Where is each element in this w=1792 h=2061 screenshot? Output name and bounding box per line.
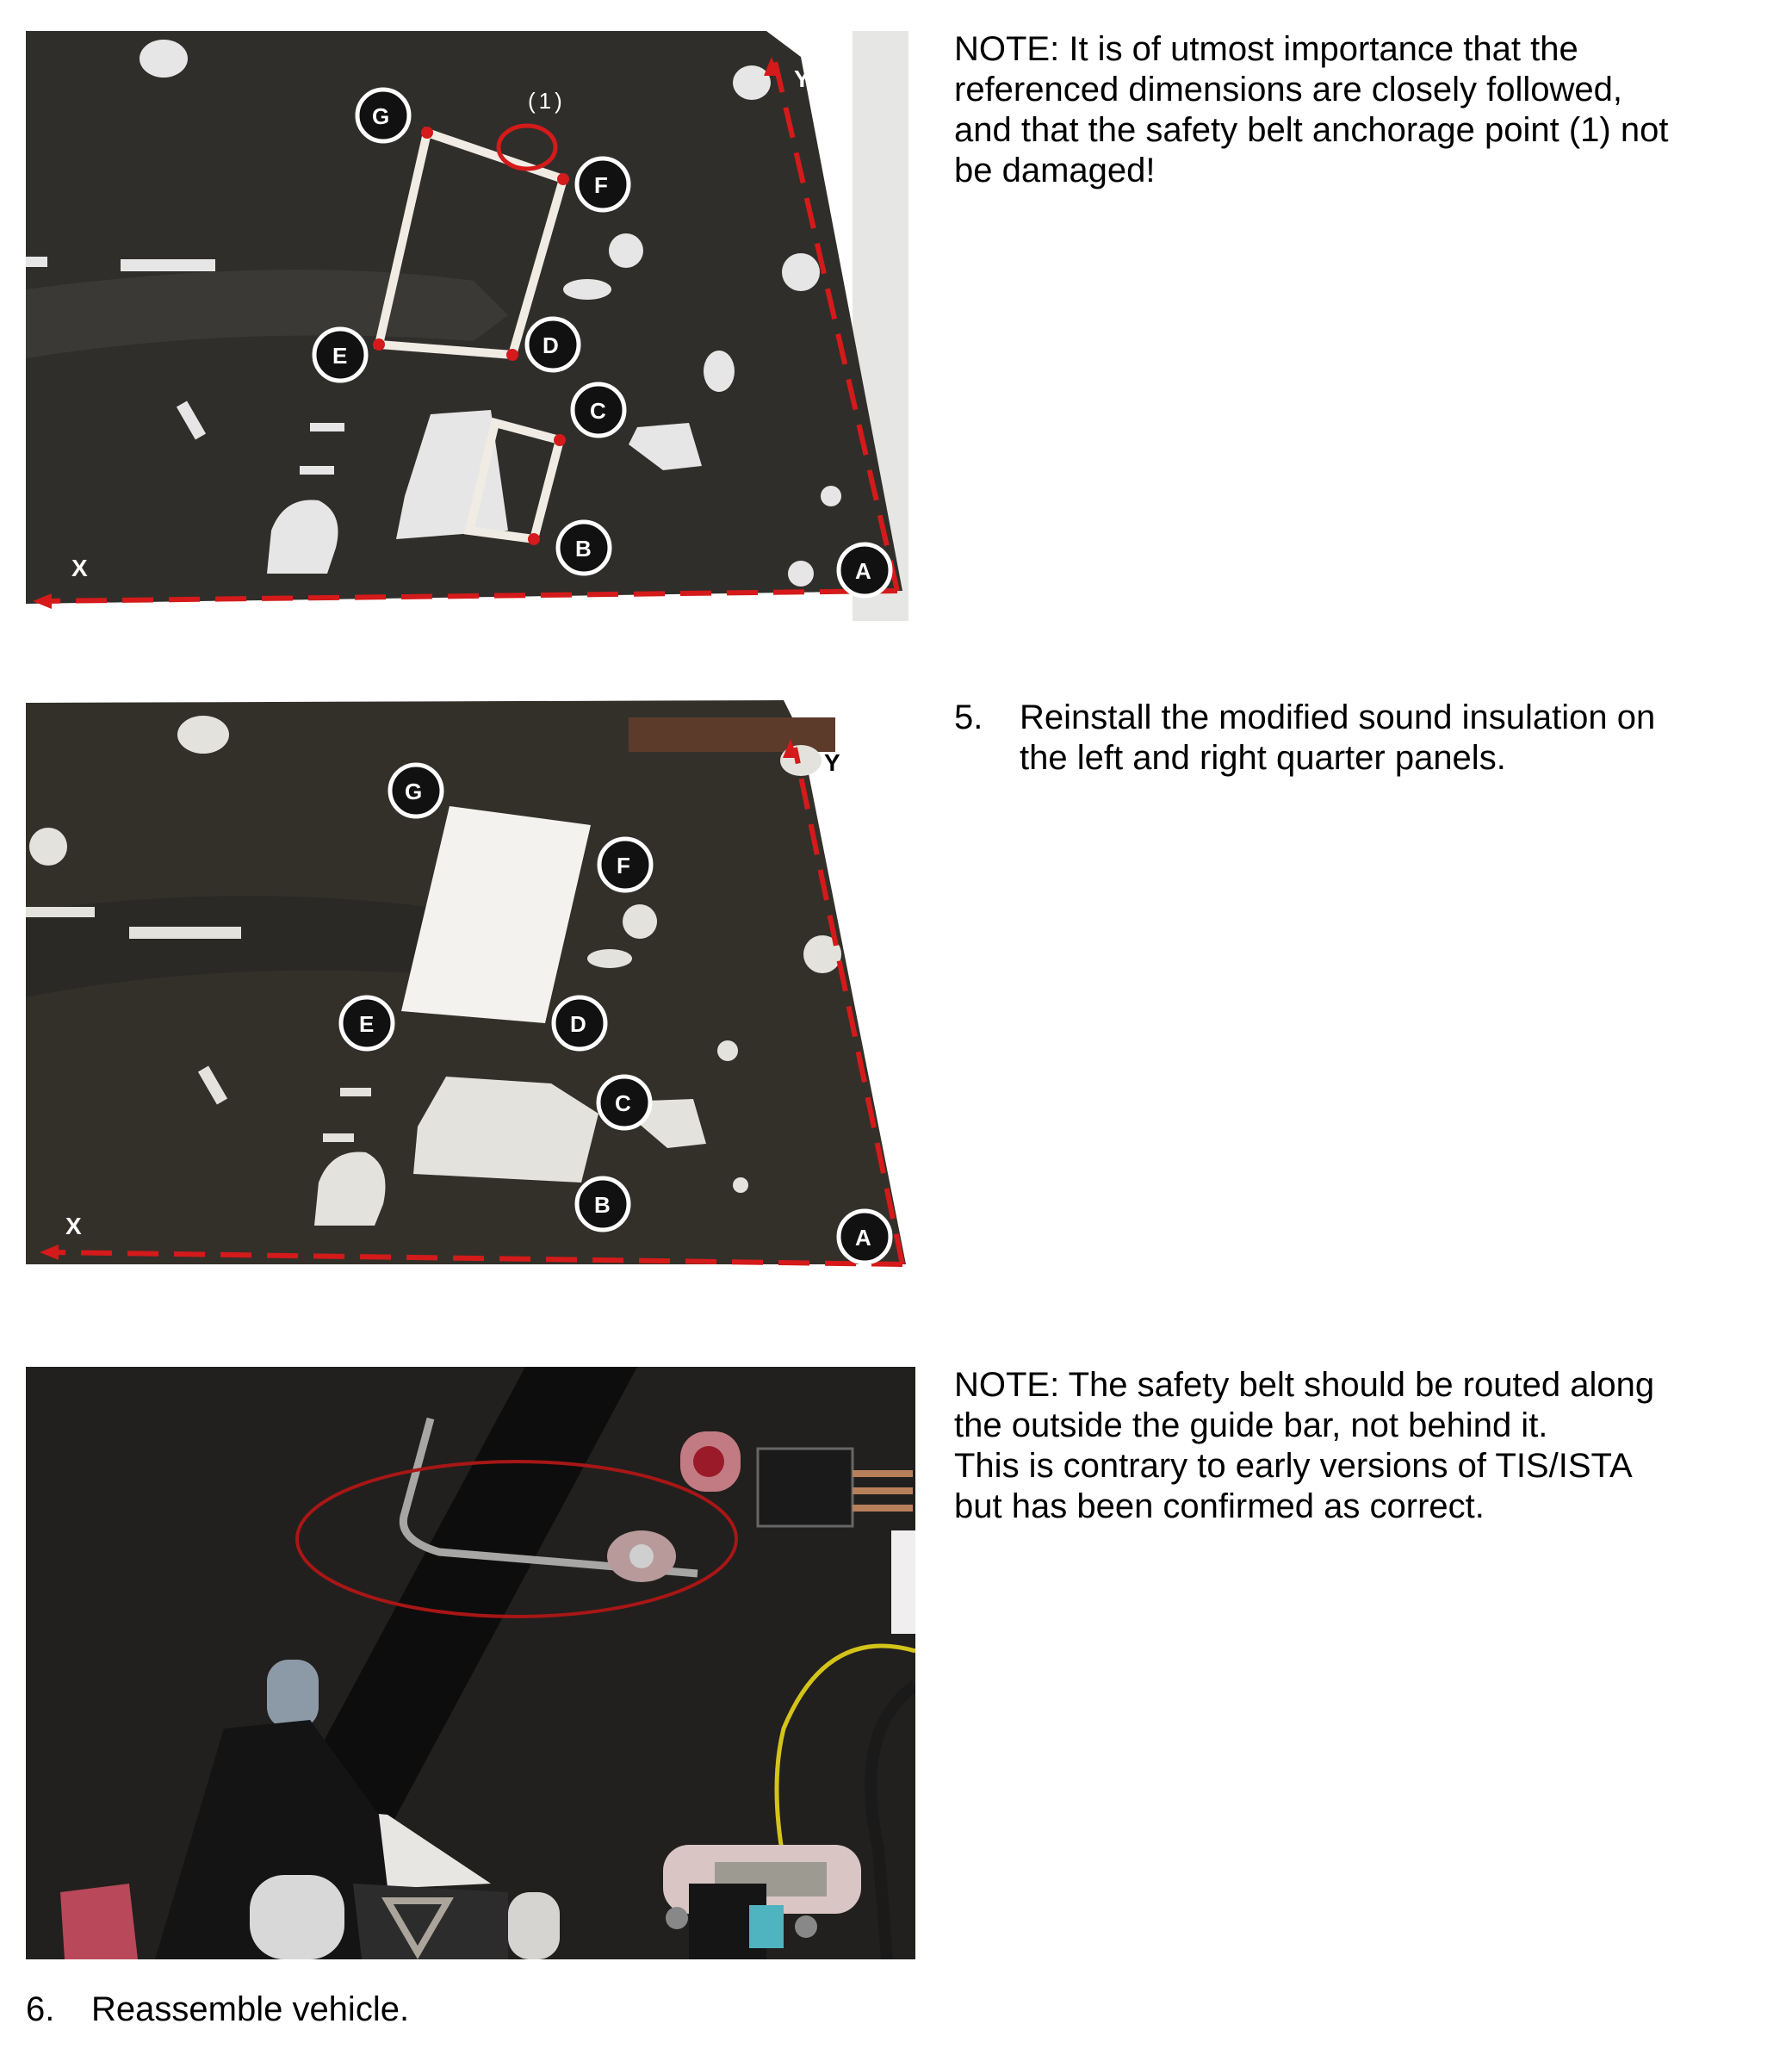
callout-b: B	[575, 536, 592, 562]
callout-g: G	[372, 103, 390, 129]
anchorage-point-label: (1)	[528, 88, 566, 114]
callout-a: A	[855, 1225, 871, 1251]
axis-x-label: X	[71, 555, 88, 581]
figure-1-photo	[26, 31, 908, 621]
figure-2-photo	[26, 696, 908, 1286]
step-6-number: 6.	[26, 1990, 55, 2028]
axis-y-label: Y	[794, 65, 810, 92]
step-6	[26, 1990, 409, 2030]
callout-e: E	[332, 343, 348, 369]
callout-f: F	[617, 853, 630, 878]
callout-c: C	[590, 398, 606, 424]
callout-b: B	[594, 1192, 611, 1218]
axis-x-label: X	[65, 1213, 82, 1239]
step-5-number: 5.	[954, 698, 983, 736]
axis-y-label: Y	[824, 749, 840, 776]
callout-d: D	[543, 332, 559, 358]
figure-3-photo	[26, 1367, 915, 1959]
step-6-text: Reassemble vehicle.	[91, 1990, 410, 2028]
callout-g: G	[405, 779, 423, 804]
step-5	[954, 698, 1655, 779]
callout-a: A	[855, 558, 871, 584]
callout-d: D	[570, 1011, 586, 1037]
note-anchorage: NOTE: It is of utmost importance that the referenced dimensions are closely followed, and that the safety belt anchorage point (1) not be damaged!	[954, 30, 1669, 189]
callout-f: F	[594, 172, 608, 198]
callout-c: C	[615, 1090, 631, 1116]
note-belt-routing: NOTE: The safety belt should be routed along the outside the guide bar, not behind it. This is contrary to early versions of TIS/ISTA but has been confirmed as correct.	[954, 1366, 1655, 1525]
callout-e: E	[359, 1011, 375, 1037]
step-5-text: Reinstall the modified sound insulation on the left and right quarter panels.	[1020, 698, 1656, 777]
